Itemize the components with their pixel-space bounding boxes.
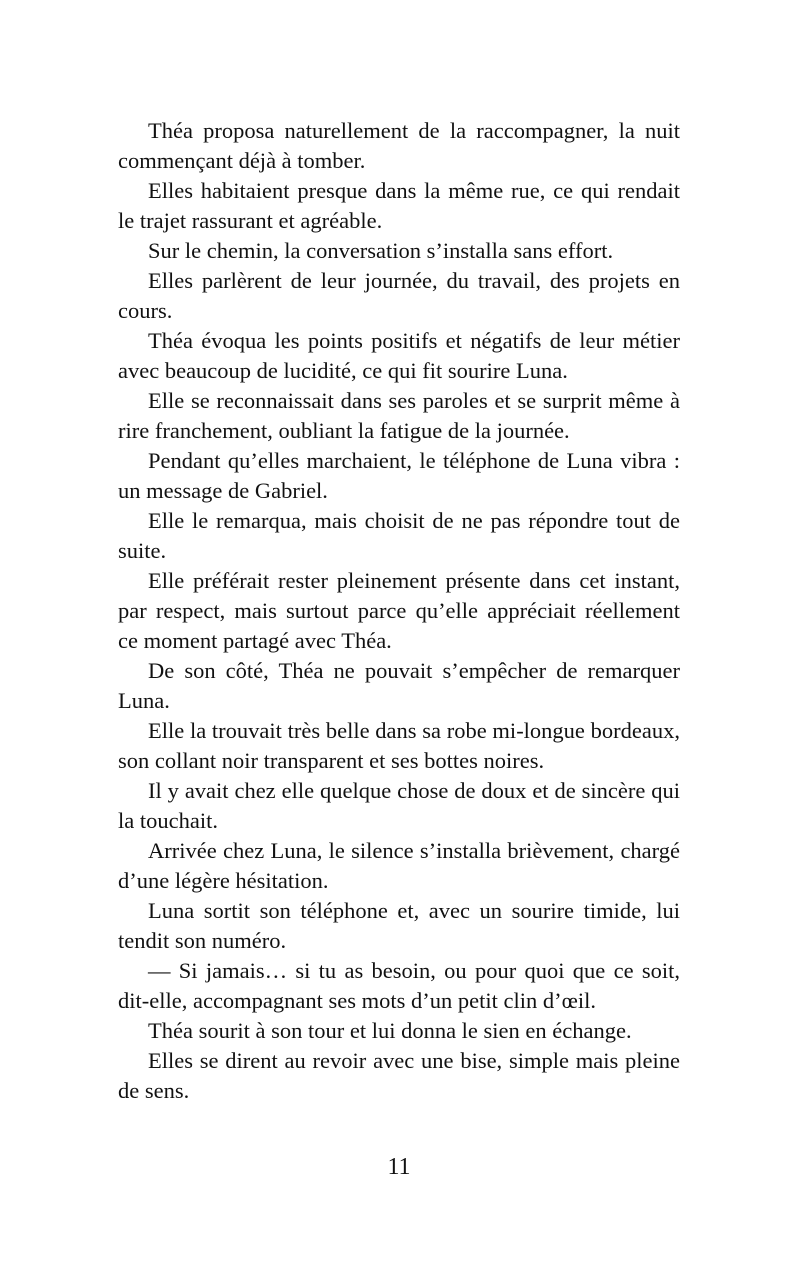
paragraph: Elle le remarqua, mais choisit de ne pas répondre tout de suite. (118, 508, 680, 563)
paragraph: Elles parlèrent de leur journée, du travail, des projets en cours. (118, 268, 680, 323)
paragraph: Théa sourit à son tour et lui donna le sien en échange. (148, 1018, 632, 1043)
paragraph: Elle se reconnaissait dans ses paroles et se surprit même à rire franchement, oubliant la fatigue de la journée. (118, 388, 680, 443)
paragraph: De son côté, Théa ne pouvait s’empêcher de remarquer Luna. (118, 658, 680, 713)
paragraph: Elles habitaient presque dans la même rue, ce qui rendait le trajet rassurant et agréable. (118, 178, 680, 233)
paragraph: Luna sortit son téléphone et, avec un sourire timide, lui tendit son numéro. (118, 898, 680, 953)
paragraph: Théa évoqua les points positifs et négatifs de leur métier avec beaucoup de lucidité, ce qui fit sourire Luna. (118, 328, 680, 383)
paragraph: Elle la trouvait très belle dans sa robe mi-longue bordeaux, son collant noir transparent et ses bottes noires. (118, 718, 680, 773)
paragraph: Théa proposa naturellement de la raccompagner, la nuit commençant déjà à tomber. (118, 118, 680, 173)
paragraph: Elles se dirent au revoir avec une bise, simple mais pleine de sens. (118, 1048, 680, 1103)
paragraph: Sur le chemin, la conversation s’installa sans effort. (148, 238, 614, 263)
paragraph: Pendant qu’elles marchaient, le téléphone de Luna vibra : un message de Gabriel. (118, 448, 680, 503)
paragraph: Arrivée chez Luna, le silence s’installa brièvement, chargé d’une légère hésitation. (118, 838, 680, 893)
paragraph: Elle préférait rester pleinement présente dans cet instant, par respect, mais surtout parce qu’elle appréciait réellement ce moment partagé avec Théa. (118, 568, 680, 653)
paragraph-dialogue: — Si jamais… si tu as besoin, ou pour quoi que ce soit, dit-elle, accompagnant ses mots d’un petit clin d’œil. (118, 958, 680, 1013)
body-text (118, 116, 680, 1106)
paragraph: Il y avait chez elle quelque chose de doux et de sincère qui la touchait. (118, 778, 680, 833)
page-number: 11 (387, 1154, 411, 1180)
